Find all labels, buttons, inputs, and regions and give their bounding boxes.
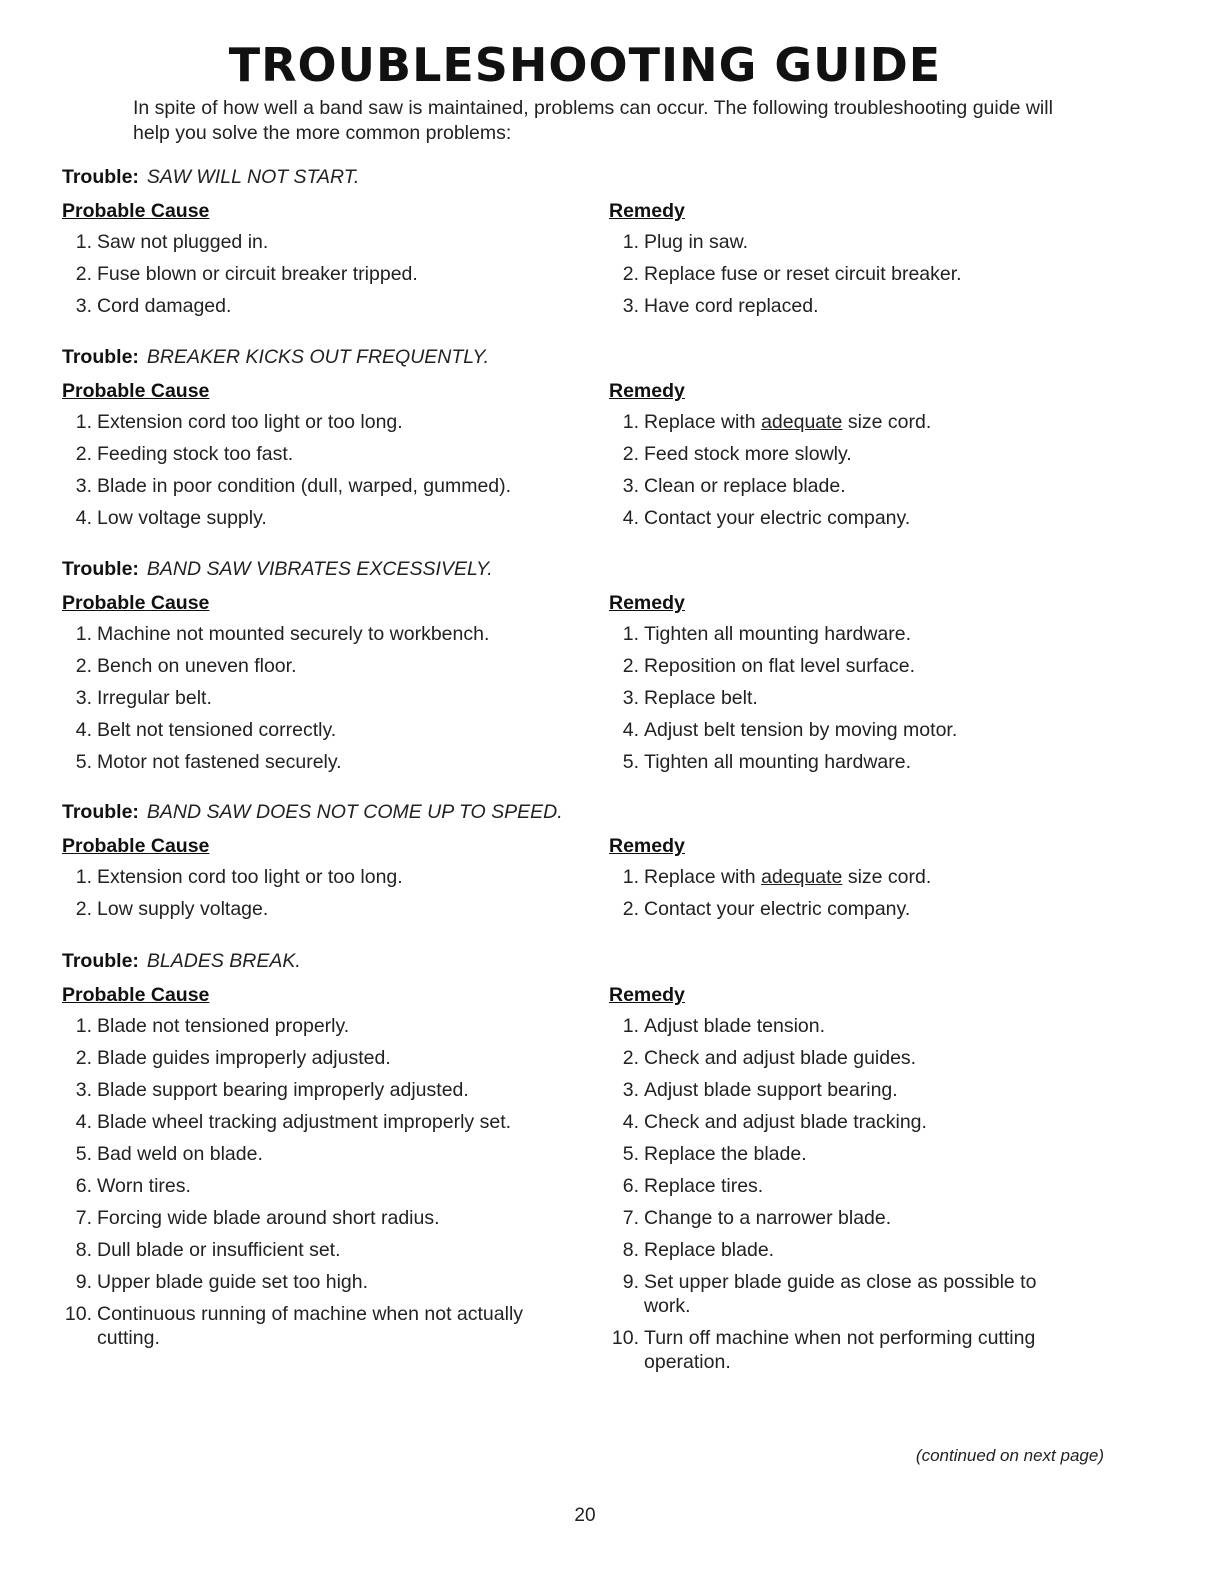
probable-cause-heading (62, 984, 562, 1006)
item-text: Extension cord too light or too long. (97, 411, 403, 433)
trouble-line (62, 948, 1162, 974)
cause-item (62, 410, 562, 434)
item-number: 8. (75, 1239, 92, 1261)
remedy-item (609, 1046, 1069, 1070)
probable-label: Probable (62, 592, 146, 614)
item-number: 5. (75, 751, 92, 773)
cause-item (62, 1238, 562, 1262)
item-text: Replace blade. (644, 1239, 775, 1261)
cause-label: Cause (150, 200, 210, 222)
probable-cause-heading (62, 200, 562, 222)
trouble-section (62, 164, 1162, 317)
remedy-heading: Remedy (609, 835, 685, 857)
item-text: Have cord replaced. (644, 295, 819, 317)
remedy-item (609, 294, 1069, 318)
item-text: Replace belt. (644, 687, 758, 709)
item-text: Bench on uneven floor. (97, 655, 297, 677)
item-text: Low supply voltage. (97, 898, 269, 920)
cause-item (62, 1174, 562, 1198)
underlined-word: adequate (761, 411, 843, 433)
item-number: 7. (75, 1207, 92, 1229)
trouble-line (62, 164, 1162, 190)
item-text: Tighten all mounting hardware. (644, 623, 912, 645)
remedy-item (609, 506, 1069, 530)
item-text: Feed stock more slowly. (644, 443, 852, 465)
item-number: 1. (622, 411, 639, 433)
cause-item (62, 1302, 562, 1350)
item-number: 4. (75, 1111, 92, 1133)
item-number: 4. (622, 507, 639, 529)
trouble-line (62, 344, 1162, 370)
trouble-line (62, 556, 1162, 582)
item-text: Blade wheel tracking adjustment improperly set. (97, 1111, 512, 1133)
item-text: Replace the blade. (644, 1143, 807, 1165)
item-text: Contact your electric company. (644, 507, 911, 529)
item-number: 2. (75, 263, 92, 285)
item-number: 3. (75, 1079, 92, 1101)
trouble-description: BLADES BREAK. (146, 950, 301, 972)
cause-item (62, 686, 562, 710)
page-number: 20 (574, 1505, 596, 1526)
cause-label: Cause (150, 984, 210, 1006)
item-number: 1. (75, 411, 92, 433)
item-text: Reposition on flat level surface. (644, 655, 915, 677)
item-number: 10. (64, 1303, 92, 1325)
remedy-column (609, 592, 1069, 782)
remedy-item (609, 442, 1069, 466)
remedy-item (609, 718, 1069, 742)
item-number: 6. (622, 1175, 639, 1197)
item-number: 1. (622, 231, 639, 253)
item-text: Forcing wide blade around short radius. (97, 1207, 440, 1229)
cause-item (62, 622, 562, 646)
item-text: Belt not tensioned correctly. (97, 719, 337, 741)
trouble-section (62, 948, 1162, 1373)
item-text: Adjust belt tension by moving motor. (644, 719, 958, 741)
probable-cause-heading (62, 380, 562, 402)
item-text: Blade guides improperly adjusted. (97, 1047, 391, 1069)
cause-list (62, 865, 562, 921)
remedy-item (609, 622, 1069, 646)
remedy-item (609, 1270, 1069, 1318)
cause-list (62, 622, 562, 774)
item-text: Plug in saw. (644, 231, 749, 253)
item-number: 2. (622, 263, 639, 285)
remedy-item (609, 1078, 1069, 1102)
remedy-item (609, 1110, 1069, 1134)
item-text: Motor not fastened securely. (97, 751, 342, 773)
item-number: 2. (75, 443, 92, 465)
cause-item (62, 1014, 562, 1038)
item-number: 3. (622, 687, 639, 709)
cause-item (62, 442, 562, 466)
cause-item (62, 865, 562, 889)
item-number: 3. (622, 1079, 639, 1101)
item-number: 4. (622, 719, 639, 741)
item-text: Set upper blade guide as close as possible to work. (644, 1271, 1037, 1317)
remedy-list (609, 1014, 1069, 1374)
item-number: 5. (622, 1143, 639, 1165)
probable-cause-heading (62, 835, 562, 857)
cause-item (62, 294, 562, 318)
item-number: 1. (622, 1015, 639, 1037)
item-text: Tighten all mounting hardware. (644, 751, 912, 773)
probable-cause-column (62, 835, 562, 929)
item-number: 3. (622, 295, 639, 317)
item-text: Extension cord too light or too long. (97, 866, 403, 888)
item-text: Machine not mounted securely to workbench. (97, 623, 490, 645)
item-number: 1. (75, 231, 92, 253)
intro-paragraph: In spite of how well a band saw is maintained, problems can occur. The following troubleshooting guide will help you solve the more common problems: (133, 97, 1053, 144)
item-text: Fuse blown or circuit breaker tripped. (97, 263, 418, 285)
cause-label: Cause (150, 592, 210, 614)
remedy-item (609, 1142, 1069, 1166)
remedy-item (609, 1238, 1069, 1262)
probable-cause-column (62, 592, 562, 782)
item-text: Saw not plugged in. (97, 231, 269, 253)
trouble-label: Trouble: (62, 558, 139, 580)
probable-label: Probable (62, 200, 146, 222)
remedy-heading: Remedy (609, 592, 685, 614)
remedy-item (609, 897, 1069, 921)
cause-item (62, 1142, 562, 1166)
item-text: Replace with adequate size cord. (644, 866, 932, 888)
cause-list (62, 230, 562, 318)
trouble-section (62, 344, 1162, 529)
item-number: 5. (75, 1143, 92, 1165)
item-text: Worn tires. (97, 1175, 191, 1197)
item-number: 2. (622, 1047, 639, 1069)
item-text: Adjust blade tension. (644, 1015, 826, 1037)
remedy-column (609, 380, 1069, 538)
item-number: 9. (75, 1271, 92, 1293)
remedy-item (609, 654, 1069, 678)
item-number: 6. (75, 1175, 92, 1197)
item-number: 1. (75, 1015, 92, 1037)
item-number: 3. (75, 295, 92, 317)
item-text: Check and adjust blade guides. (644, 1047, 917, 1069)
remedy-item (609, 474, 1069, 498)
remedy-heading: Remedy (609, 200, 685, 222)
cause-item (62, 1270, 562, 1294)
item-text: Blade in poor condition (dull, warped, gummed). (97, 475, 512, 497)
cause-item (62, 262, 562, 286)
remedy-list (609, 230, 1069, 318)
item-text: Replace fuse or reset circuit breaker. (644, 263, 962, 285)
cause-item (62, 718, 562, 742)
cause-item (62, 1110, 562, 1134)
probable-cause-column (62, 984, 562, 1358)
trouble-description: SAW WILL NOT START. (146, 166, 360, 188)
item-number: 4. (622, 1111, 639, 1133)
remedy-item (609, 262, 1069, 286)
cause-list (62, 410, 562, 530)
item-text: Change to a narrower blade. (644, 1207, 892, 1229)
item-number: 5. (622, 751, 639, 773)
remedy-item (609, 750, 1069, 774)
remedy-column (609, 984, 1069, 1382)
item-text: Upper blade guide set too high. (97, 1271, 369, 1293)
cause-item (62, 897, 562, 921)
remedy-list (609, 410, 1069, 530)
remedy-heading: Remedy (609, 984, 685, 1006)
item-text: Continuous running of machine when not actually cutting. (97, 1303, 524, 1349)
trouble-section (62, 799, 1162, 920)
probable-label: Probable (62, 984, 146, 1006)
cause-item (62, 750, 562, 774)
item-number: 2. (622, 898, 639, 920)
item-text: Cord damaged. (97, 295, 232, 317)
trouble-line (62, 799, 1162, 825)
item-text: Dull blade or insufficient set. (97, 1239, 341, 1261)
item-number: 2. (622, 655, 639, 677)
item-number: 1. (75, 623, 92, 645)
continued-note: (continued on next page) (915, 1446, 1104, 1465)
trouble-label: Trouble: (62, 950, 139, 972)
item-number: 8. (622, 1239, 639, 1261)
item-text: Contact your electric company. (644, 898, 911, 920)
cause-item (62, 1206, 562, 1230)
trouble-description: BREAKER KICKS OUT FREQUENTLY. (146, 346, 489, 368)
item-text: Clean or replace blade. (644, 475, 846, 497)
probable-cause-heading (62, 592, 562, 614)
item-number: 1. (75, 866, 92, 888)
remedy-list (609, 622, 1069, 774)
remedy-item (609, 1326, 1069, 1374)
item-text: Adjust blade support bearing. (644, 1079, 898, 1101)
item-number: 1. (622, 866, 639, 888)
item-text: Turn off machine when not performing cutting operation. (644, 1327, 1036, 1373)
item-number: 2. (622, 443, 639, 465)
remedy-item (609, 410, 1069, 434)
item-number: 9. (622, 1271, 639, 1293)
trouble-label: Trouble: (62, 166, 139, 188)
cause-item (62, 654, 562, 678)
cause-item (62, 1046, 562, 1070)
item-text: Bad weld on blade. (97, 1143, 263, 1165)
cause-item (62, 230, 562, 254)
item-number: 4. (75, 507, 92, 529)
item-number: 10. (611, 1327, 639, 1349)
probable-cause-column (62, 200, 562, 326)
remedy-column (609, 200, 1069, 326)
remedy-item (609, 865, 1069, 889)
cause-label: Cause (150, 835, 210, 857)
cause-item (62, 474, 562, 498)
item-number: 7. (622, 1207, 639, 1229)
cause-label: Cause (150, 380, 210, 402)
trouble-label: Trouble: (62, 801, 139, 823)
item-number: 2. (75, 1047, 92, 1069)
item-number: 2. (75, 655, 92, 677)
page-title: TROUBLESHOOTING GUIDE (228, 38, 942, 92)
remedy-item (609, 230, 1069, 254)
remedy-item (609, 1206, 1069, 1230)
cause-item (62, 506, 562, 530)
cause-list (62, 1014, 562, 1350)
trouble-description: BAND SAW DOES NOT COME UP TO SPEED. (146, 801, 563, 823)
underlined-word: adequate (761, 866, 843, 888)
remedy-column (609, 835, 1069, 929)
item-text: Low voltage supply. (97, 507, 267, 529)
item-text: Feeding stock too fast. (97, 443, 294, 465)
probable-cause-column (62, 380, 562, 538)
item-text: Replace tires. (644, 1175, 764, 1197)
trouble-description: BAND SAW VIBRATES EXCESSIVELY. (146, 558, 493, 580)
item-text: Blade not tensioned properly. (97, 1015, 350, 1037)
probable-label: Probable (62, 380, 146, 402)
trouble-label: Trouble: (62, 346, 139, 368)
remedy-heading: Remedy (609, 380, 685, 402)
remedy-list (609, 865, 1069, 921)
item-number: 3. (622, 475, 639, 497)
item-number: 4. (75, 719, 92, 741)
item-text: Irregular belt. (97, 687, 212, 709)
remedy-item (609, 686, 1069, 710)
item-text: Replace with adequate size cord. (644, 411, 932, 433)
remedy-item (609, 1014, 1069, 1038)
item-text: Check and adjust blade tracking. (644, 1111, 927, 1133)
trouble-section (62, 556, 1162, 773)
item-number: 2. (75, 898, 92, 920)
probable-label: Probable (62, 835, 146, 857)
item-text: Blade support bearing improperly adjusted. (97, 1079, 469, 1101)
item-number: 1. (622, 623, 639, 645)
item-number: 3. (75, 475, 92, 497)
remedy-item (609, 1174, 1069, 1198)
item-number: 3. (75, 687, 92, 709)
cause-item (62, 1078, 562, 1102)
